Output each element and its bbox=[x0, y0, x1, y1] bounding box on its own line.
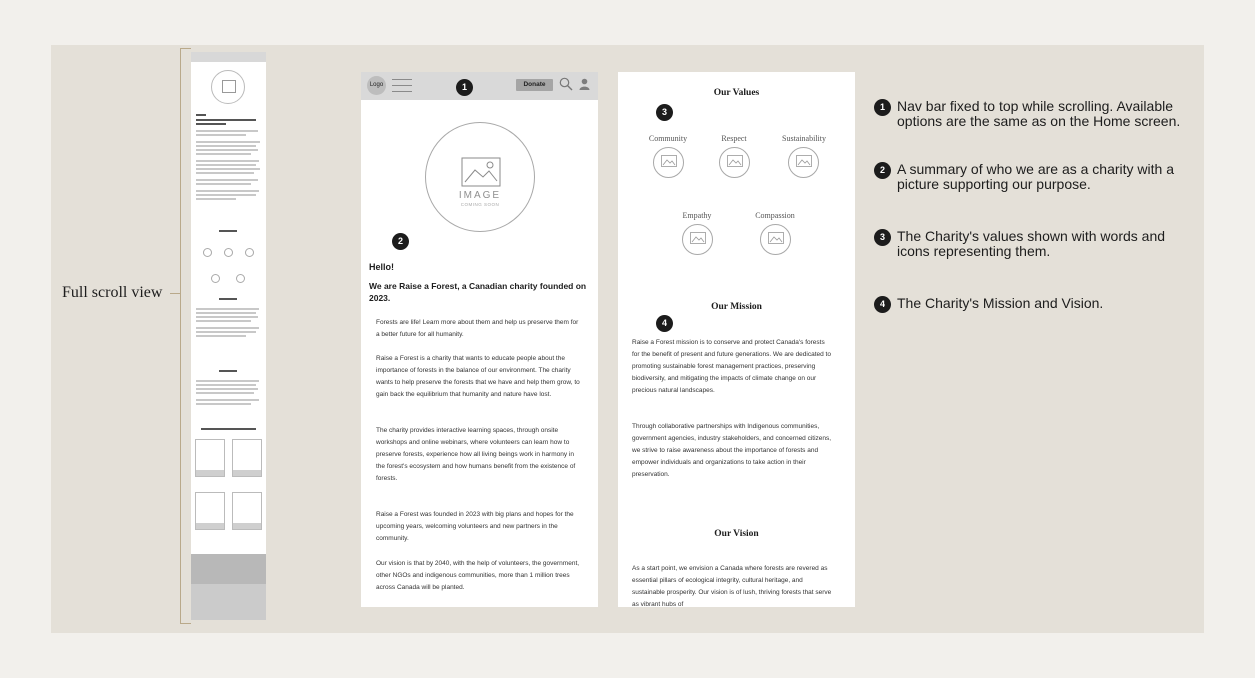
mini-text-line bbox=[196, 308, 259, 310]
mini-value-icon bbox=[211, 274, 220, 283]
mini-text-line bbox=[196, 399, 259, 401]
mini-text-line bbox=[196, 130, 258, 132]
search-icon[interactable] bbox=[559, 77, 573, 91]
mini-footer bbox=[191, 584, 266, 620]
mini-heading-line bbox=[219, 298, 237, 300]
nav-bar bbox=[361, 72, 598, 100]
user-icon[interactable] bbox=[579, 78, 590, 90]
mini-value-icon bbox=[224, 248, 233, 257]
value-label: Respect bbox=[721, 134, 747, 143]
value-icon bbox=[719, 147, 750, 178]
mini-text-line bbox=[196, 392, 254, 394]
value-label: Sustainability bbox=[782, 134, 826, 143]
mini-text-line bbox=[196, 179, 258, 181]
mini-text-line bbox=[196, 335, 246, 337]
value-label: Community bbox=[648, 134, 688, 143]
menu-icon[interactable] bbox=[392, 78, 412, 93]
mini-text-line bbox=[196, 134, 246, 136]
mini-text-line bbox=[196, 153, 251, 155]
full-scroll-thumbnail[interactable] bbox=[191, 52, 266, 620]
note-badge: 1 bbox=[874, 99, 891, 116]
mini-text-line bbox=[196, 183, 251, 185]
intro-paragraph: Raise a Forest is a charity that wants to educate people about the importance of forests in the balance of our environment. The charity wants to help preserve the forests that we have and help them grow, to gain back the equilibrium that humanity and nature have lost. bbox=[376, 355, 580, 398]
full-scroll-bracket bbox=[180, 48, 191, 624]
note-text: The Charity's Mission and Vision. bbox=[897, 295, 1104, 311]
mini-text-line bbox=[196, 172, 254, 174]
mini-newsletter-section bbox=[191, 554, 266, 584]
mini-image-placeholder bbox=[211, 70, 245, 104]
value-icon bbox=[653, 147, 684, 178]
vision-paragraph: As a start point, we envision a Canada where forests are revered as essential pillars of ecological integrity, cultural heritage, and sustainable prosperity. Our vision is of lush, thriving forests that serve as vibrant hubs of bbox=[632, 565, 832, 607]
about-screen-top bbox=[361, 72, 598, 607]
mini-text-line bbox=[196, 403, 251, 405]
mini-text-line bbox=[196, 316, 258, 318]
vision-title: Our Vision bbox=[714, 529, 759, 539]
intro-paragraph: Forests are life! Learn more about them and help us preserve them for a better future for all humanity. bbox=[376, 319, 579, 338]
mini-card bbox=[195, 439, 225, 477]
mini-text-line bbox=[196, 164, 256, 166]
note-text: A summary of who we are as a charity with a picture supporting our purpose. bbox=[897, 161, 1174, 192]
intro-paragraph: The charity provides interactive learning spaces, through onsite workshops and online webinars, where volunteers can learn how to preserve forests, experience how all living beings work in harmony in the forest's ecosystem and how humans benefit from the existence of forests. bbox=[376, 427, 576, 482]
mini-text-line bbox=[196, 168, 260, 170]
mini-text-line bbox=[196, 327, 259, 329]
value-label: Compassion bbox=[755, 211, 795, 220]
mission-title: Our Mission bbox=[711, 302, 762, 312]
mini-text-line bbox=[196, 388, 258, 390]
mini-heading-line bbox=[219, 370, 237, 372]
mini-text-line bbox=[196, 194, 256, 196]
value-icon bbox=[682, 224, 713, 255]
mini-heading-line bbox=[219, 230, 237, 232]
note-text: Nav bar fixed to top while scrolling. Available options are the same as on the Home screen. bbox=[897, 98, 1181, 129]
mini-card bbox=[232, 439, 262, 477]
mini-text-line bbox=[196, 198, 236, 200]
mission-paragraph: Through collaborative partnerships with Indigenous communities, government agencies, industry stakeholders, and concerned citizens, we strive to raise awareness about the importance of forests and empower individuals and organizations to take action in their preservation. bbox=[632, 423, 832, 478]
bracket-connector bbox=[170, 293, 180, 294]
mini-text-line bbox=[196, 141, 260, 143]
intro-paragraph: Our vision is that by 2040, with the help of volunteers, the government, other NGOs and indigenous communities, more than 1 million trees across Canada will be planted. bbox=[376, 560, 580, 591]
image-placeholder-title: IMAGE bbox=[458, 190, 502, 201]
mini-text-line bbox=[196, 149, 258, 151]
note-badge: 3 bbox=[874, 229, 891, 246]
note-badge: 4 bbox=[874, 296, 891, 313]
mini-card bbox=[195, 492, 225, 530]
about-screen-values bbox=[618, 72, 855, 607]
mini-text-line bbox=[196, 320, 251, 322]
callout-badge: 2 bbox=[392, 233, 409, 250]
value-icon bbox=[788, 147, 819, 178]
mini-nav-bar bbox=[191, 52, 266, 62]
values-title: Our Values bbox=[713, 88, 760, 98]
mini-text-line bbox=[196, 119, 256, 121]
logo[interactable]: Logo bbox=[367, 76, 386, 95]
note-text: The Charity's values shown with words and icons representing them. bbox=[897, 228, 1166, 259]
mini-text-line bbox=[196, 380, 259, 382]
image-placeholder bbox=[425, 122, 535, 232]
mini-text-line bbox=[196, 145, 256, 147]
mini-heading-line bbox=[201, 428, 256, 430]
greeting: Hello! bbox=[369, 262, 395, 272]
callout-badge: 1 bbox=[456, 79, 473, 96]
mission-paragraph: Raise a Forest mission is to conserve and protect Canada's forests for the benefit of present and future generations. We are dedicated to promoting sustainable forest management practices, preserving biodiversity, and mitigating the impacts of climate change on our precious natural landscapes. bbox=[632, 339, 831, 394]
full-scroll-view-label: Full scroll view bbox=[62, 284, 163, 301]
mini-text-line bbox=[196, 312, 256, 314]
value-icon bbox=[760, 224, 791, 255]
callout-badge: 4 bbox=[656, 315, 673, 332]
mini-card bbox=[232, 492, 262, 530]
image-placeholder-subtitle: COMING SOON bbox=[460, 202, 500, 207]
mini-value-icon bbox=[203, 248, 212, 257]
mini-text-line bbox=[196, 123, 226, 125]
image-icon bbox=[461, 157, 501, 187]
mini-text-line bbox=[196, 114, 206, 116]
mini-text-line bbox=[196, 190, 259, 192]
intro-paragraph: Raise a Forest was founded in 2023 with big plans and hopes for the upcoming years, welcoming volunteers and new partners in the community. bbox=[376, 511, 574, 542]
mini-text-line bbox=[196, 331, 256, 333]
donate-button[interactable]: Donate bbox=[516, 79, 553, 91]
mini-value-icon bbox=[245, 248, 254, 257]
mini-value-icon bbox=[236, 274, 245, 283]
callout-badge: 3 bbox=[656, 104, 673, 121]
mini-text-line bbox=[196, 384, 256, 386]
mini-text-line bbox=[196, 160, 259, 162]
headline: We are Raise a Forest, a Canadian charity founded on 2023. bbox=[369, 281, 587, 303]
note-badge: 2 bbox=[874, 162, 891, 179]
value-label: Empathy bbox=[682, 211, 712, 220]
